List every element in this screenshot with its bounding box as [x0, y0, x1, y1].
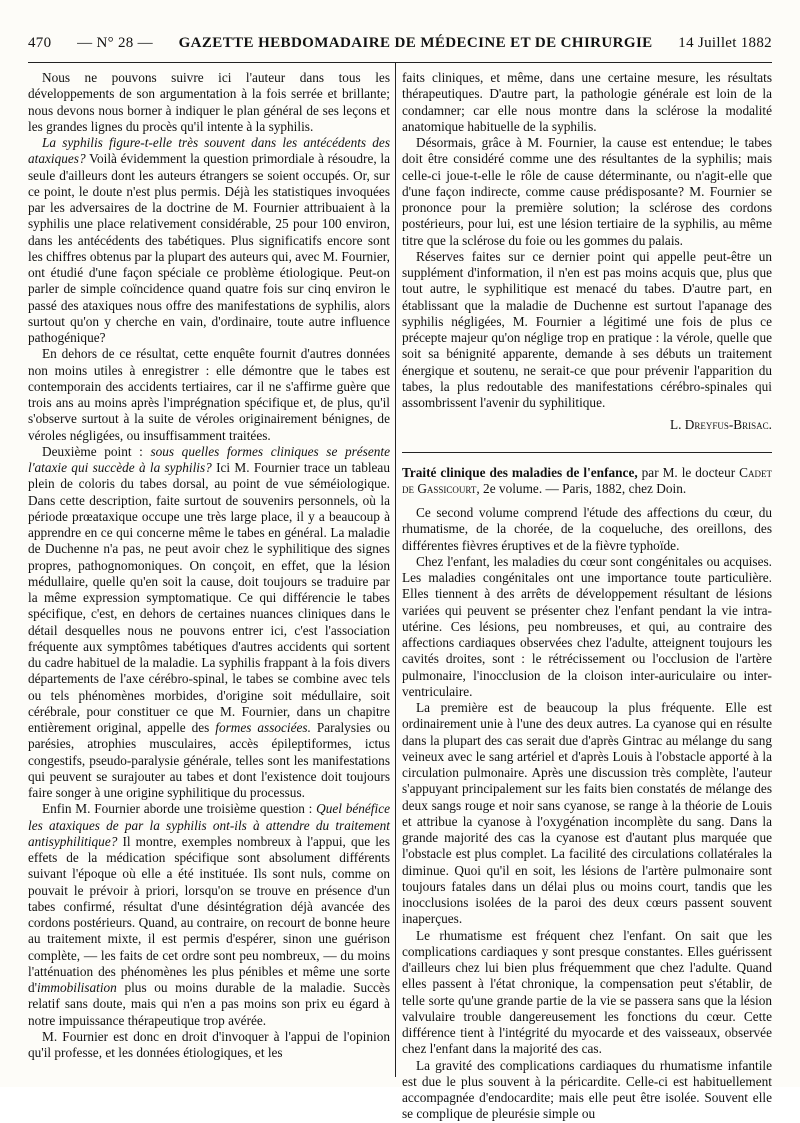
italic-term: formes associées.	[215, 720, 311, 735]
running-header	[28, 30, 772, 56]
page-number: 470	[28, 34, 52, 51]
paragraph: M. Fournier est donc en droit d'invoquer à l'appui de l'opinion qu'il professe, et les données étiologiques, et les	[28, 1028, 390, 1060]
italic-question: La syphilis figure-t-elle très souvent dans les antécédents des ataxiques?	[28, 135, 390, 167]
paragraph: Nous ne pouvons suivre ici l'auteur dans tous les développements de son argumentation à la fois serrée et brillante; nous devons nous borner à indiquer le plan général de ses leçons et les grandes lignes du procès qu'il intente à la syphilis.	[28, 70, 390, 134]
paragraph: Le rhumatisme est fréquent chez l'enfant. On sait que les complications cardiaques y sont presque constantes. Elles guérissent d'ailleurs chez lui bien plus fréquemment que chez l'adulte. Quand elles passent à l'état chronique, la compensation peut s'établir, de telle sorte qu'une grande partie de la vie se passera sans que la lésion valvulaire trouble dangereusement les fonctions du cœur. Cette différence tient à l'intégrité du myocarde et des vaisseaux, observée chez l'enfant dans la majorité des cas.	[402, 927, 772, 1057]
italic-question: sous quelles formes cliniques se présente l'ataxie qui succède à la syphilis?	[28, 443, 390, 475]
journal-title: GAZETTE HEBDOMADAIRE DE MÉDECINE ET DE CHIRURGIE	[178, 34, 653, 51]
paragraph: La première est de beaucoup la plus fréquente. Elle est ordinairement unie à l'une des deux autres. La cyanose qui en résulte dans la plupart des cas serait due d'après Gintrac au mélange du sang veineux avec le sang artériel et d'après Louis à l'obstacle apporté à la circulation pulmonaire. Après une discussion très complète, l'auteur s'appuyant principalement sur les faits bien constatés de mélange des deux sangs rouge et noir sans cyanose, se range à la théorie de Louis et attribue la cyanose à l'oxygénation incomplète du sang. Dans la grande majorité des cas la cyanose est d'autant plus marquée que l'obstacle est plus complet. La facilité des circulations collatérales la diminue. Quoi qu'il en soit, les lésions de l'artère pulmonaire sont toujours fatales dans un délai plus ou moins court, tandis que les inocclusions isolées de la paroi des deux cœurs passent souvent inaperçues.	[402, 700, 772, 927]
column-divider	[395, 62, 396, 1077]
italic-term: immobilisation	[37, 980, 117, 995]
right-column	[402, 70, 772, 1122]
paragraph: La syphilis figure-t-elle très souvent dans les antécédents des ataxiques? Voilà évidemment la question primordiale à résoudre, la seule d'ailleurs dont les auteurs étrangers se soient occupés. Or, sur ce point, le doute n'est plus permis. Déjà les statistiques invoquées par les adversaires de la doctrine de M. Fournier attribuaient à la syphilis une place relativement considérable, 25 pour 100 environ, dans les antécédents des tabétiques. Plus significatifs encore sont les chiffres obtenus par la plupart des auteurs qui, avec M. Fournier, ont étudié d'une façon spéciale ce problème étiologique. Peut-on parler de simple coïncidence quand quatre fois sur cinq environ le passé des ataxiques nous offre des manifestations de syphilis, alors surtout qu'on y cherche en vain, d'ordinaire, toute autre influence pathogénique?	[28, 135, 390, 345]
review-heading: Traité clinique des maladies de l'enfance, par M. le docteur Cadet de Gassicourt, 2e volume. — Paris, 1882, chez Doin.	[402, 464, 772, 496]
paragraph: Enfin M. Fournier aborde une troisième question : Quel bénéfice les ataxiques de par la syphilis ont-ils à attendre du traitement antisyphilitique? Il montre, exemples nombreux à l'appui, que les effets de la médication spécifique sont absolument différents suivant l'époque où elle a été instituée. Ils sont nuls, comme on pouvait le prévoir à priori, lorsqu'on se trouve en présence d'un tabes confirmé, résultat d'une désintégration déjà avancée des cordons postérieurs. Quand, au contraire, on recourt de bonne heure au traitement mixte, il est permis d'espérer, sinon une guérison complète, — les faits de cet ordre sont peu nombreux, — du moins l'atténuation des phénomènes les plus pénibles et même une sorte d'immobilisation plus ou moins durable de la maladie. Succès relatif sans doute, mais qui n'en a pas moins son prix eu égard à notre impuissance thérapeutique trop avérée.	[28, 801, 391, 1028]
review-book-title: Traité clinique des maladies de l'enfance,	[402, 464, 638, 480]
paragraph: Désormais, grâce à M. Fournier, la cause est entendue; le tabes doit être considéré comme une des résultantes de la syphilis; mais celle-ci joue-t-elle le rôle de cause déterminante, ou n'agit-elle que d'une façon indirecte, comme cause prédisposante? M. Fournier se prononce pour la première solution; la sclérose des cordons postérieurs, pour lui, est une lésion tertiaire de la syphilis, au même titre que la sclérose du foie ou les gommes du palais.	[402, 135, 772, 248]
header-rule	[28, 62, 772, 63]
paragraph: Deuxième point : sous quelles formes cliniques se présente l'ataxie qui succède à la syphilis? Ici M. Fournier trace un tableau plein de coloris du tabes dorsal, au point de vue séméiologique. Dans cette description, faite surtout de souvenirs personnels, où la période prœataxique occupe une très large place, il y a beaucoup à apprendre en ce qui concerne même le tabes en général. La maladie de Duchenne n'a pas, ne peut avoir chez le syphilitique des signes propres, pathognomoniques. On conçoit, en effet, que la lésion médullaire, quelle qu'en soit la cause, doit toujours se traduire par la même expression symptomatique. Ce qui différencie le tabes spécifique, c'est, en dehors de certaines nuances cliniques dans le détail desquelles nous ne pouvons entrer ici, c'est l'association fréquente aux symptômes tabétiques d'autres accidents qui sortent du cadre habituel de la maladie. La syphilis frappant à la fois divers départements de l'axe cérébro-spinal, le tabes se combine avec tels ou tels phénomènes morbides, d'origine soit médullaire, soit cérébrale, pour constituer ce que M. Fournier, dans un chapitre entièrement original, appelle des formes associées. Paralysies ou parésies, atrophies musculaires, accès épileptiformes, ictus congestifs, pseudo-paralysie générale, telles sont les manifestations qui peuvent se surajouter au tabes et dont l'existence doit toujours faire songer à une origine syphilitique du processus.	[28, 443, 390, 800]
issue-number: — N° 28 —	[77, 34, 153, 51]
italic-question: Quel bénéfice les ataxiques de par la syphilis ont-ils à attendre du traitement antisyphilitique?	[28, 801, 391, 849]
paragraph: Ce second volume comprend l'étude des affections du cœur, du rhumatisme, de la chorée, de la coqueluche, des oreillons, des différentes fièvres éruptives et de la fièvre typhoïde.	[402, 505, 772, 553]
paragraph: faits cliniques, et même, dans une certaine mesure, les résultats thérapeutiques. D'autre part, la pathologie générale est loin de la condamner; car elle nous montre dans la sclérose la modalité anatomique habituelle de la syphilis.	[402, 70, 772, 134]
left-column	[28, 70, 390, 1075]
paragraph: En dehors de ce résultat, cette enquête fournit d'autres données non moins utiles à enregistrer : elle démontre que le tabes est contemporain des accidents tertiaires, car il ne s'affirme guère que trois ans au moins après l'imprégnation spécifique et, de plus, qu'il s'observe surtout à la suite de véroles originairement bénignes, de véroles négligées, ou insuffisamment traitées.	[28, 346, 390, 443]
paragraph: La gravité des complications cardiaques du rhumatisme infantile est due le plus souvent à la péricardite. Celle-ci est habituellement accompagnée d'endocardite; mais elle peut être isolée. Souvent elle se complique de pleurésie simple ou	[402, 1057, 772, 1122]
paragraph: Chez l'enfant, les maladies du cœur sont congénitales ou acquises. Les maladies congénitales ont une importance toute particulière. Elles tiennent à des arrêts de développement résultant de lésions variées qui peuvent se présenter chez l'enfant pendant la vie intra-utérine. Ces lésions, peu nombreuses, et qui, au contraire des affections cardiaques observées chez l'adulte, atteignent toujours les cavités droites, sont : le rétrécissement ou l'occlusion de l'artère pulmonaire, l'inocclusion de la cloison inter-auriculaire ou inter-ventriculaire.	[402, 553, 772, 699]
author-signature: L. Dreyfus-Brisac.	[669, 417, 772, 433]
issue-date: 14 Juillet 1882	[678, 34, 772, 51]
review-author: Cadet de Gassicourt	[402, 464, 772, 496]
paragraph: Réserves faites sur ce dernier point qui appelle peut-être un supplément d'information, il n'en est pas moins acquis que, plus que tout autre, le syphilitique est menacé du tabes. D'autre part, en établissant que la maladie de Duchenne est surtout l'apanage des syphilis négligées, M. Fournier a légitimé une fois de plus ce précepte majeur qu'on néglige trop en pratique : la vérole, quelle que soit sa bénignité apparente, demande à ses débuts un traitement énergique et soutenu, ne serait-ce que pour prévenir l'apparition du tabes, la plus redoutable des manifestations cérébro-spinales qui assombrissent l'avenir du syphilitique.	[402, 248, 772, 410]
section-separator	[402, 452, 772, 453]
